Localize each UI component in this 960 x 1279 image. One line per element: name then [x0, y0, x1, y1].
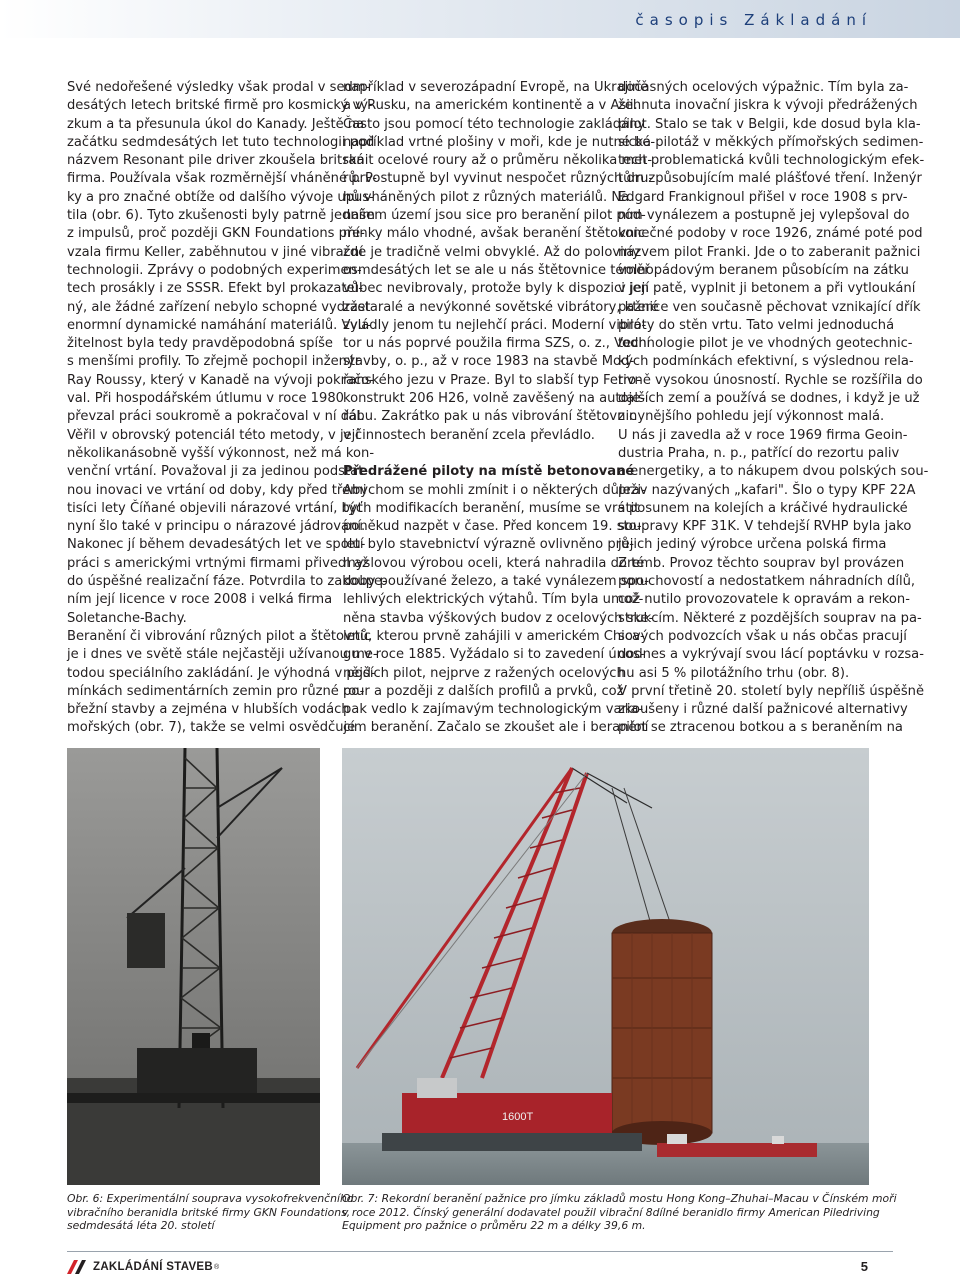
vessel-label: 1600T [502, 1111, 534, 1123]
text-line: nyní šlo také v principu o nárazové jádrování. [67, 519, 366, 535]
text-line: z nynějšího pohledu její výkonnost malá. [618, 409, 885, 425]
text-line: technologii. Zprávy o podobných experimen- [67, 262, 362, 278]
text-line: Edgard Frankignoul přišel v roce 1908 s prv- [618, 189, 908, 205]
text-line: V první třetině 20. století byly nepříliš úspěšně [618, 683, 925, 699]
pile-driver-illustration [67, 748, 320, 1185]
footer-divider [67, 1251, 893, 1252]
text-line: U nás ji zavedla až v roce 1969 firma Geoin- [618, 427, 908, 443]
caption-line: vibračního beranidla britské firmy GKN Foundations, [67, 1205, 351, 1219]
text-line: Ray Roussy, který v Kanadě na vývoji pokračo- [67, 372, 375, 388]
text-line: kých podmínkách efektivní, s výslednou rela- [618, 354, 914, 370]
text-line: sových podvozcích však u nás občas pracují [618, 628, 907, 644]
text-line: volnopádovým beranem působícím na zátku [618, 262, 909, 278]
text-line: todou speciálního zakládání. Je výhodná v pod- [67, 665, 376, 681]
text-line: prav nazývaných „kafari". Šlo o typy KPF 22A [618, 482, 916, 498]
text-line: strukcím. Některé z pozdějších souprav na pa- [618, 610, 922, 626]
logo-mark-icon [67, 1260, 87, 1274]
journal-title: časopis Základání [635, 11, 872, 29]
text-line: poruchovostí a nedostatkem náhradních dílů, [618, 574, 916, 590]
text-line: konečné podoby v roce 1926, známé poté pod [618, 226, 923, 242]
figure-7-photo [342, 748, 869, 1185]
text-line: tých modifikacích beranění, musíme se vrátit [343, 500, 640, 516]
text-line: mínkách sedimentárních zemin pro různé po- [67, 683, 365, 699]
text-line: tor u nás poprvé použila firma SZS, o. z., Vodní [343, 336, 651, 352]
text-line: sická pilotáž v měkkých přímořských sedimen- [618, 134, 924, 150]
text-line: mořských (obr. 7), takže se velmi osvědčuje [67, 720, 356, 736]
logo-text: ZAKLÁDÁNÍ STAVEB [93, 1261, 214, 1273]
text-line: doby používané železo, a také vynálezem spo- [343, 574, 649, 590]
text-line: v její patě, vyplnit ji betonem a při vytloukání [618, 281, 916, 297]
text-line: val. Při hospodářském útlumu v roce 1980 [67, 391, 345, 407]
text-line: ky a pro značné obtíže od dalšího vývoje upus- [67, 189, 374, 205]
text-line: názvem pilot Franki. Jde o to zaberanit pažnici [618, 244, 921, 260]
text-line: piloty do stěn vrtu. Tato velmi jednoduchá [618, 317, 895, 333]
text-line: ním vynálezem a postupně jej vylepšoval do [618, 208, 910, 224]
text-line: dalších zemí a používá se dodnes, i když je už [618, 391, 920, 407]
text-line: hů vháněných pilot z různých materiálů. Na [343, 189, 630, 205]
text-line: s posunem na kolejích a kráčivé hydraulické [618, 500, 908, 516]
text-line: mínky málo vhodné, avšak beranění štětovnic [343, 226, 645, 242]
text-line: zastaralé a nevýkonné sovětské vibrátory, které [343, 299, 659, 315]
section-heading: Předrážené piloty na místě betonované [343, 464, 635, 480]
registered-mark: ® [214, 1263, 220, 1271]
text-line: tivně vysokou únosností. Rychle se rozšířila do [618, 372, 923, 388]
text-line: převzal práci soukromě a pokračoval v ní dál. [67, 409, 365, 425]
text-line: lehlivých elektrických výtahů. Tím byla umož- [343, 592, 644, 608]
caption-line: Equipment pro pažnice o průměru 22 m a délky 39,6 m. [342, 1219, 646, 1233]
text-line: je i dnes ve světě stále nejčastěji užívanou me- [67, 647, 378, 663]
text-line: zkum a ta přesunula úkol do Kanady. Ještě na [67, 116, 365, 132]
text-line: desátých letech britské firmě pro kosmický vý- [67, 98, 373, 114]
text-line: myslovou výrobou oceli, která nahradila do té [343, 555, 645, 571]
text-line: řanského jezu v Praze. Byl to slabší typ Ferro- [343, 372, 642, 388]
text-line: Beranění či vibrování různých pilot a štětovnic [67, 628, 371, 644]
text-line: a v Rusku, na americkém kontinentě a v Asii. [343, 98, 638, 114]
text-line: pak vedlo k zajímavým technologickým varia- [343, 702, 644, 718]
caption-line: Obr. 6: Experimentální souprava vysokofrekvenčního [67, 1192, 354, 1205]
text-line: zvládly jenom tu nejlehčí práci. Moderní vibrá- [343, 317, 647, 333]
text-line: začátku sedmdesátých let tuto technologii pod [67, 134, 375, 150]
text-line: letí bylo stavebnictví výrazně ovlivněno prů- [343, 537, 635, 553]
text-line: tům způsobujícím malé plášťové tření. Inženýr [618, 171, 922, 187]
floating-crane-illustration [342, 748, 869, 1185]
text-line: soupravy KPF 31K. V tehdejší RVHP byla jako [618, 519, 912, 535]
figure-7-caption [342, 1192, 897, 1233]
text-line: Abychom se mohli zmínit i o některých důleži- [343, 482, 646, 498]
text-line: dodnes a vykrývají svou lácí poptávku v rozsa- [618, 647, 924, 663]
text-line: nějších pilot, nejprve z ražených ocelových [343, 665, 625, 681]
text-line: například vrtné plošiny v moři, kde je nutné be- [343, 134, 656, 150]
text-line: konstrukt 206 H26, volně zavěšený na autoje- [343, 391, 645, 407]
text-line: stavby, o. p., až v roce 1983 na stavbě Mod- [343, 354, 635, 370]
text-line: Zremb. Provoz těchto souprav byl provázen [618, 555, 905, 571]
text-line: ranit ocelové roury až o průměru několika met- [343, 153, 653, 169]
text-line: zkoušeny i různé další pažnicové alternativy [618, 702, 908, 718]
text-line: pilot se ztracenou botkou a s beraněním na [618, 720, 903, 736]
figure-6-photo [67, 748, 320, 1185]
text-line: s menšími profily. To zřejmě pochopil inženýr [67, 354, 361, 370]
text-line: řábu. Zakrátko pak u nás vibrování štětovnic [343, 409, 637, 425]
text-line: osmdesátých let se ale u nás štětovnice téměř [343, 262, 650, 278]
text-line: a energetiky, a to nákupem dvou polských sou- [618, 464, 929, 480]
text-line: jejich jediný výrobce určena polská firma [618, 537, 887, 553]
text-line: cím beranění. Začalo se zkoušet ale i beranění [343, 720, 649, 736]
text-line: enormní dynamické namáhání materiálů. Vyu- [67, 317, 371, 333]
text-line: do úspěšné realizační fáze. Potvrdila to zakoupe- [67, 574, 387, 590]
caption-line: v roce 2012. Čínský generální dodavatel použil vibrační 8dílné beranidlo firmy American Piledriving [342, 1205, 880, 1219]
caption-line: Obr. 7: Rekordní beranění pažnice pro jímku základů mostu Hong Kong–Zhuhai–Macau v Čínském moři [342, 1192, 897, 1205]
text-line: rů. Postupně byl vyvinut nespočet různých dru- [343, 171, 654, 187]
text-line: tila (obr. 6). Tyto zkušenosti byly patrně jedním [67, 208, 376, 224]
text-line: několikanásobně vyšší výkonnost, než má kon- [67, 445, 375, 461]
text-line: Často jsou pomocí této technologie zakládány [343, 116, 646, 132]
text-line: vzala firmu Keller, zaběhnutou v jiné vibrační [67, 244, 363, 260]
text-line: Své nedořešené výsledky však prodal v sedm- [67, 80, 371, 95]
text-line: letů, kterou prvně zahájili v americkém Chica- [343, 628, 645, 644]
text-line: dočasných ocelových výpažnic. Tím byla za- [618, 80, 909, 95]
text-line: z impulsů, proč později GKN Foundations pře- [67, 226, 365, 242]
text-line: názvem Resonant pile driver zkoušela britská [67, 153, 365, 169]
caption-line: sedmdesátá léta 20. století [67, 1219, 215, 1233]
text-line: našem území jsou sice pro beranění pilot pod- [343, 208, 646, 224]
text-line: rour a později z dalších profilů a prvků, což [343, 683, 624, 699]
text-line: ný, ale žádné zařízení nebylo schopné vydržet [67, 299, 371, 315]
text-line: venční vrtání. Považoval ji za jedinou podstat- [67, 464, 369, 480]
text-column-3 [618, 79, 929, 738]
publisher-logo [67, 1258, 219, 1276]
text-line: dustria Praha, n. p., patřící do rezortu paliv [618, 445, 900, 461]
text-line: tech prosákly i ze SSSR. Efekt byl prokazatel- [67, 281, 363, 297]
text-line: něna stavba výškových budov z ocelových ske- [343, 610, 654, 626]
text-line: hu asi 5 % pilotážního trhu (obr. 8). [618, 665, 850, 681]
text-line: pažnice ven současně pěchovat vznikající dřík [618, 299, 921, 315]
text-line: pilot. Stalo se tak v Belgii, kde dosud byla kla- [618, 116, 921, 132]
text-line: tisíci lety Číňané objevili nárazové vrtání, byť [67, 500, 363, 516]
text-line: Nakonec jí během devadesátých let ve spolu- [67, 537, 366, 553]
text-line: břežní stavby a zejména v hlubších vodách [67, 702, 350, 718]
text-line: nou inovaci ve vrtání od doby, kdy před třemi [67, 482, 367, 498]
text-line: žitelnost byla tedy pravděpodobná spíše [67, 336, 333, 352]
text-line: žehnuta inovační jiskra k vývoji předrážených [618, 98, 918, 114]
text-line: gu v roce 1885. Vyžádalo si to zavedení únos- [343, 647, 645, 663]
text-line: Věřil v obrovský potenciál této metody, v její [67, 427, 359, 443]
text-line: práci s americkými vrtnými firmami přivedl až [67, 555, 369, 571]
page-number: 5 [860, 1259, 868, 1274]
text-line: tech problematická kvůli technologickým efek- [618, 153, 925, 169]
text-line: poněkud nazpět v čase. Před koncem 19. sto- [343, 519, 642, 535]
figure-6-caption [67, 1192, 354, 1233]
text-line: například v severozápadní Evropě, na Ukrajině [343, 80, 649, 95]
text-line: ním její licence v roce 2008 i velká firma [67, 592, 333, 608]
text-line: Soletanche-Bachy. [67, 610, 187, 626]
text-line: technologie pilot je ve vhodných geotechnic- [618, 336, 913, 352]
text-line: firma. Používala však rozměrnější vháněné prv- [67, 171, 378, 187]
text-line: zde je tradičně velmi obvyklé. Až do poloviny [343, 244, 640, 260]
text-line: vůbec nevibrovaly, protože byly k dispozici jen [343, 281, 650, 297]
text-line: což nutilo provozovatele k opravám a rekon- [618, 592, 910, 608]
text-line: v činnostech beranění zcela převládlo. [343, 427, 595, 443]
text-column-1 [67, 79, 387, 738]
text-column-2 [343, 79, 659, 738]
